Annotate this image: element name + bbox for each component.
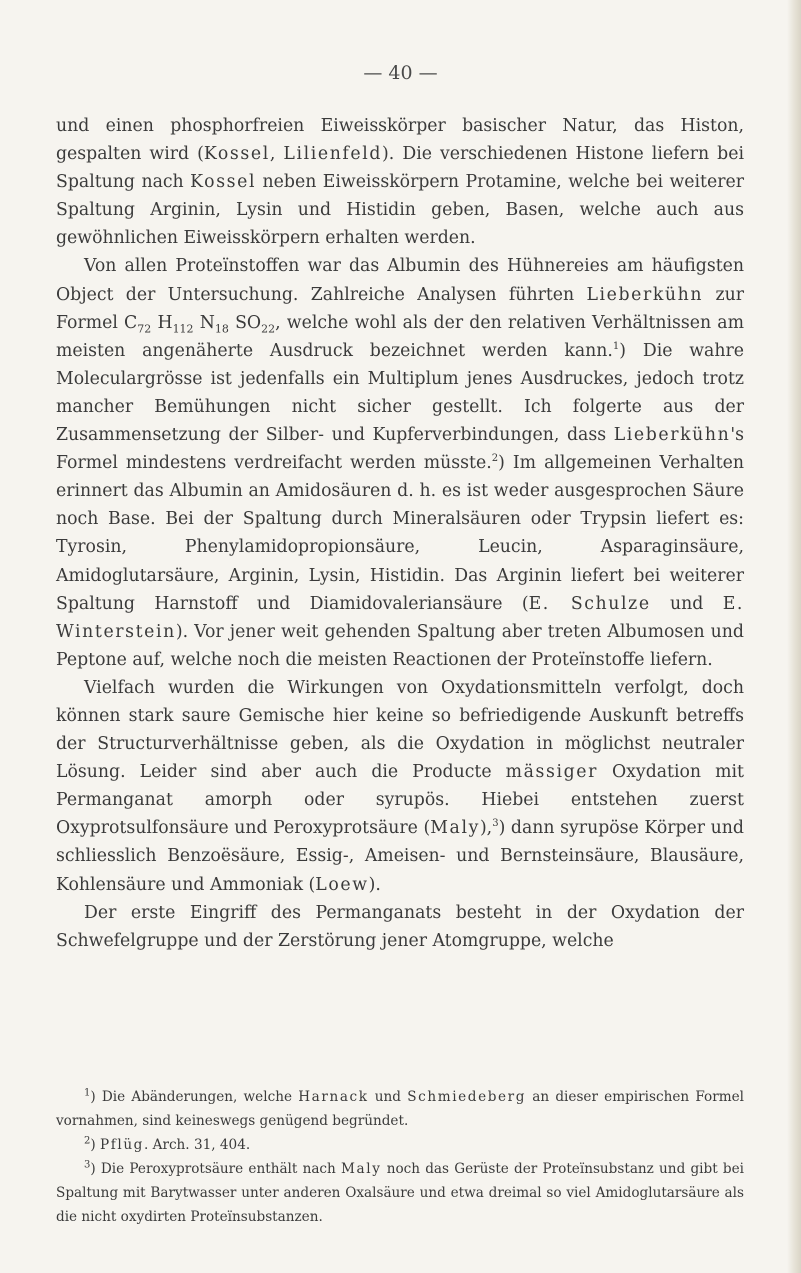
text-run: ) Die Abänderungen, welche bbox=[90, 1089, 299, 1105]
author-name: Loew bbox=[315, 874, 369, 895]
paragraph bbox=[56, 899, 744, 955]
footnotes bbox=[56, 1085, 744, 1229]
paragraph bbox=[56, 252, 744, 673]
text-run: an dieser empirischen Formel vornahmen, sind keineswegs genügend begründet. bbox=[56, 1089, 745, 1129]
author-name: Lieberkühn bbox=[613, 425, 731, 446]
author-name: Harnack bbox=[298, 1089, 369, 1105]
author-name: Maly bbox=[341, 1161, 382, 1177]
text-run: 's Formel mindestens verdreifacht werden müsste. bbox=[56, 425, 744, 474]
paragraph bbox=[56, 674, 744, 899]
text-run: ). bbox=[368, 874, 381, 895]
text-run: noch das Gerüste der Proteïnsubstanz und gibt bei Spaltung mit Barytwasser unter anderen Oxalsäure und etwa dreimal so viel Amidoglutarsäure als die nicht oxydirten Proteïnsubstanzen. bbox=[56, 1161, 744, 1225]
author-name: Lieberkühn bbox=[586, 284, 704, 305]
author-name: Kossel bbox=[190, 172, 257, 193]
text-run: neben Eiweisskörpern Protamine, welche bei weiterer Spaltung Arginin, Lysin und Histidin geben, Basen, welche auch aus gewöhnlichen Eiweisskörpern erhalten werden. bbox=[56, 172, 744, 249]
text-run: und bbox=[368, 1089, 408, 1105]
text-run: ). Vor jener weit gehenden Spaltung aber treten Albumosen und Peptone auf, welche noch die meisten Reactionen der Proteïnstoffe liefern. bbox=[56, 621, 744, 670]
text-run: Oxydation mit Permanganat amorph oder syrupös. Hiebei entstehen zuerst Oxyprotsulfonsäure und Peroxyprotsäure ( bbox=[56, 762, 744, 839]
author-name: Schmiedeberg bbox=[407, 1089, 527, 1105]
footnote-ref: 3 bbox=[492, 818, 499, 830]
text-run: SO bbox=[228, 312, 262, 333]
text-run: ) Die Peroxyprotsäure enthält nach bbox=[90, 1161, 342, 1177]
page-edge-shadow bbox=[787, 0, 801, 1273]
author-name: Kossel bbox=[203, 144, 270, 165]
subscript: 72 bbox=[137, 322, 152, 336]
page-number: — 40 — bbox=[363, 62, 438, 84]
footnote-ref: 1 bbox=[612, 340, 620, 352]
author-name: Pflüg bbox=[100, 1137, 144, 1153]
text-run: ) Im allgemeinen Verhalten erinnert das Albumin an Amidosäuren d. h. es ist weder ausgesprochen Säure noch Base. Bei der Spaltung durch Mineralsäuren oder Trypsin liefert es: Tyrosin, Phenylamidopropionsäure, Leucin, Asparaginsäure, Amidoglutarsäure, Arginin, Lysin, Histidin. Das Arginin liefert bei weiterer Spaltung Harnstoff und Diamidovaleriansäure ( bbox=[56, 453, 745, 614]
text-run: und einen phosphorfreien Eiweisskörper basischer Natur, das Histon, gespalten wird ( bbox=[56, 116, 744, 165]
subscript: 22 bbox=[261, 322, 276, 336]
footnote-ref: 1 bbox=[84, 1087, 91, 1099]
footnote-ref: 2 bbox=[84, 1135, 91, 1147]
footnote bbox=[56, 1133, 744, 1157]
body-text bbox=[56, 112, 744, 955]
text-run: Vielfach wurden die Wirkungen von Oxydationsmitteln verfolgt, doch können stark saure Gemische hier keine so befriedigende Auskunft betreffs der Structurverhältnisse geben, als die Oxydation in möglichst neutraler Lösung. Leider sind aber auch die Producte bbox=[56, 677, 744, 783]
footnote-ref: 2 bbox=[491, 453, 499, 465]
author-name: Lilienfeld bbox=[283, 144, 383, 165]
text-run: , bbox=[269, 144, 284, 165]
footnote-ref: 3 bbox=[84, 1159, 91, 1171]
author-name: E. Winterstein bbox=[56, 593, 744, 642]
subscript: 112 bbox=[172, 322, 194, 336]
author-name: mässiger bbox=[505, 762, 598, 783]
paragraph bbox=[56, 112, 744, 252]
text-run: zur Formel C bbox=[56, 284, 744, 333]
footnote bbox=[56, 1085, 744, 1133]
text-run: ), bbox=[479, 818, 493, 839]
text-run: , welche wohl als der den relativen Verhältnissen am meisten angenäherte Ausdruck bezeichnet werden kann. bbox=[56, 312, 744, 361]
text-run: Der erste Eingriff des Permanganats besteht in der Oxydation der Schwefelgruppe und der Zerstörung jener Atomgruppe, welche bbox=[56, 902, 744, 951]
text-run: . Arch. 31, 404. bbox=[143, 1137, 251, 1153]
subscript: 18 bbox=[214, 322, 229, 336]
text-run: und bbox=[650, 593, 723, 614]
text-run: ). Die verschiedenen Histone liefern bei Spaltung nach bbox=[56, 144, 744, 193]
author-name: E. Schulze bbox=[528, 593, 651, 614]
text-run: N bbox=[193, 312, 215, 333]
text-run: ) Die wahre Moleculargrösse ist jedenfalls ein Multiplum jenes Ausdruckes, jedoch trotz mancher Bemühungen nicht sicher gestellt. Ich folgerte aus der Zusammensetzung der Silber- und Kupferverbindungen, dass bbox=[56, 340, 744, 446]
text-run: H bbox=[151, 312, 173, 333]
author-name: Maly bbox=[430, 818, 480, 839]
text-run: Von allen Proteïnstoffen war das Albumin des Hühnereies am häufigsten Object der Untersuchung. Zahlreiche Analysen führten bbox=[56, 256, 744, 305]
text-run: ) bbox=[90, 1137, 100, 1153]
text-run: ) dann syrupöse Körper und schliesslich Benzoësäure, Essig-, Ameisen- und Bernsteinsäure, Blausäure, Kohlensäure und Ammoniak ( bbox=[56, 818, 744, 895]
footnote bbox=[56, 1157, 744, 1229]
